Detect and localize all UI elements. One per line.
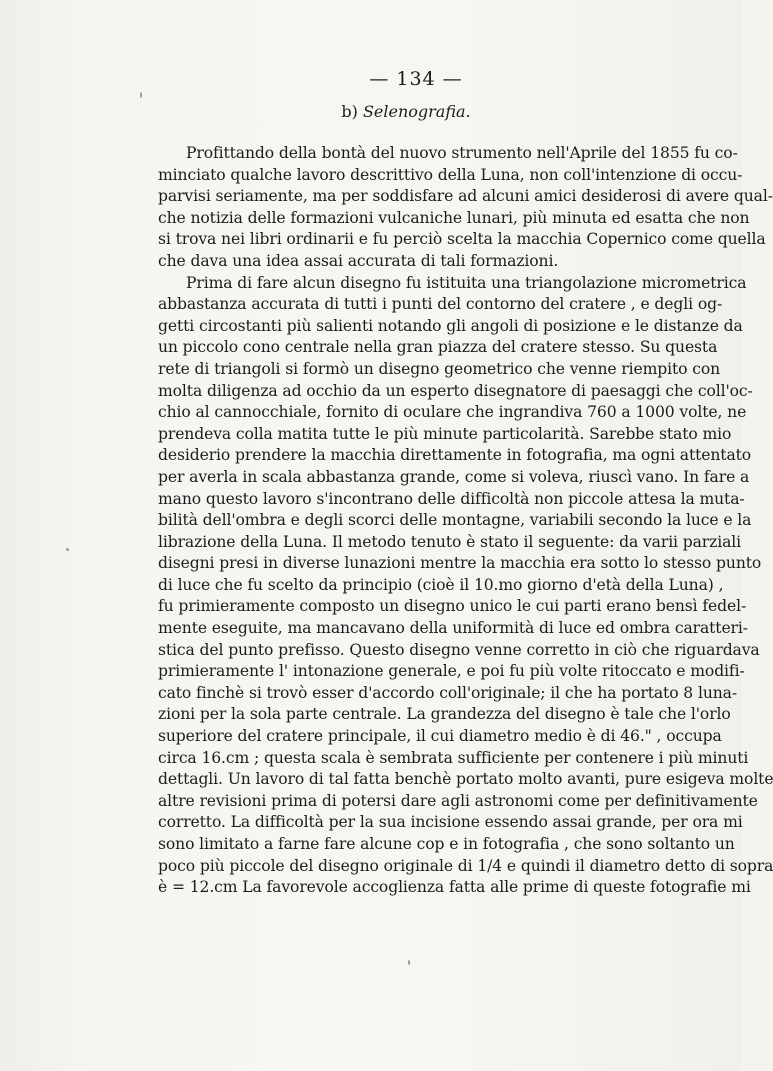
text-line: che dava una idea assai accurata di tali formazioni.: [158, 251, 559, 270]
text-line: prendeva colla matita tutte le più minute particolarità. Sarebbe stato mio: [158, 424, 732, 443]
text-line: rete di triangoli si formò un disegno geometrico che venne riempito con: [158, 359, 721, 378]
text-line: bilità dell'ombra e degli scorci delle montagne, variabili secondo la luce e la: [158, 511, 752, 530]
scan-speck: [140, 92, 142, 98]
text-line: è = 12.cm La favorevole accoglienza fatta alle prime di queste fotografie mi: [158, 878, 751, 897]
text-line: disegni presi in diverse lunazioni mentre la macchia era sotto lo stesso punto: [158, 554, 762, 573]
scan-speck: [66, 548, 69, 551]
text-line: zioni per la sola parte centrale. La grandezza del disegno è tale che l'orlo: [158, 705, 731, 724]
text-line: altre revisioni prima di potersi dare agli astronomi come per definitivamente: [158, 791, 758, 810]
text-line: chio al cannocchiale, fornito di oculare che ingrandiva 760 a 1000 volte, ne: [158, 403, 747, 422]
text-line: si trova nei libri ordinarii e fu perciò scelta la macchia Copernico come quella: [158, 230, 766, 249]
text-line: Prima di fare alcun disegno fu istituita una triangolazione micrometrica: [186, 273, 747, 292]
text-line: primieramente l' intonazione generale, e poi fu più volte ritoccato e modifi-: [158, 662, 745, 681]
text-line: circa 16.cm ; questa scala è sembrata sufficiente per contenere i più minuti: [158, 748, 749, 767]
text-line: per averla in scala abbastanza grande, come si voleva, riuscì vano. In fare a: [158, 467, 750, 486]
section-heading: [0, 102, 742, 121]
text-line: mente eseguite, ma mancavano della uniformità di luce ed ombra caratteri-: [158, 619, 748, 638]
scan-speck: [408, 960, 410, 965]
text-line: stica del punto prefisso. Questo disegno venne corretto in ciò che riguardava: [158, 640, 760, 659]
text-line: fu primieramente composto un disegno unico le cui parti erano bensì fedel-: [158, 597, 747, 616]
text-line: abbastanza accurata di tutti i punti del contorno del cratere , e degli og-: [158, 295, 723, 314]
text-line: sono limitato a farne fare alcune cop e in fotografia , che sono soltanto un: [158, 835, 735, 853]
text-line: poco più piccole del disegno originale di 1/4 e quindi il diametro detto di sopra: [158, 856, 773, 875]
text-line: superiore del cratere principale, il cui diametro medio è di 46." , occupa: [158, 727, 722, 746]
page-number: — 134 —: [369, 68, 463, 90]
section-label: b): [341, 102, 358, 121]
text-line: corretto. La difficoltà per la sua incisione essendo assai grande, per ora mi: [158, 813, 743, 832]
text-line: minciato qualche lavoro descrittivo della Luna, non coll'intenzione di occu-: [158, 165, 743, 184]
body-text: [158, 143, 773, 899]
text-line: di luce che fu scelto da principio (cioè il 10.mo giorno d'età della Luna) ,: [158, 575, 724, 594]
text-line: molta diligenza ad occhio da un esperto disegnatore di paesaggi che coll'oc-: [158, 381, 753, 400]
text-line: desiderio prendere la macchia direttamente in fotografia, ma ogni attentato: [158, 446, 752, 465]
text-line: mano questo lavoro s'incontrano delle difficoltà non piccole attesa la muta-: [158, 489, 745, 508]
text-line: dettagli. Un lavoro di tal fatta benchè portato molto avanti, pure esigeva molte: [158, 770, 773, 789]
text-line: getti circostanti più salienti notando gli angoli di posizione e le distanze da: [158, 316, 743, 335]
text-line: un piccolo cono centrale nella gran piazza del cratere stesso. Su questa: [158, 338, 718, 357]
text-line: parvisi seriamente, ma per soddisfare ad alcuni amici desiderosi di avere qual-: [158, 187, 773, 206]
text-line: che notizia delle formazioni vulcaniche lunari, più minuta ed esatta che non: [158, 208, 750, 227]
text-line: Profittando della bontà del nuovo strumento nell'Aprile del 1855 fu co-: [186, 144, 738, 162]
section-title: Selenografia.: [362, 102, 471, 121]
text-line: librazione della Luna. Il metodo tenuto è stato il seguente: da varii parziali: [158, 532, 742, 551]
text-line: cato finchè si trovò esser d'accordo coll'originale; il che ha portato 8 luna-: [158, 683, 737, 702]
